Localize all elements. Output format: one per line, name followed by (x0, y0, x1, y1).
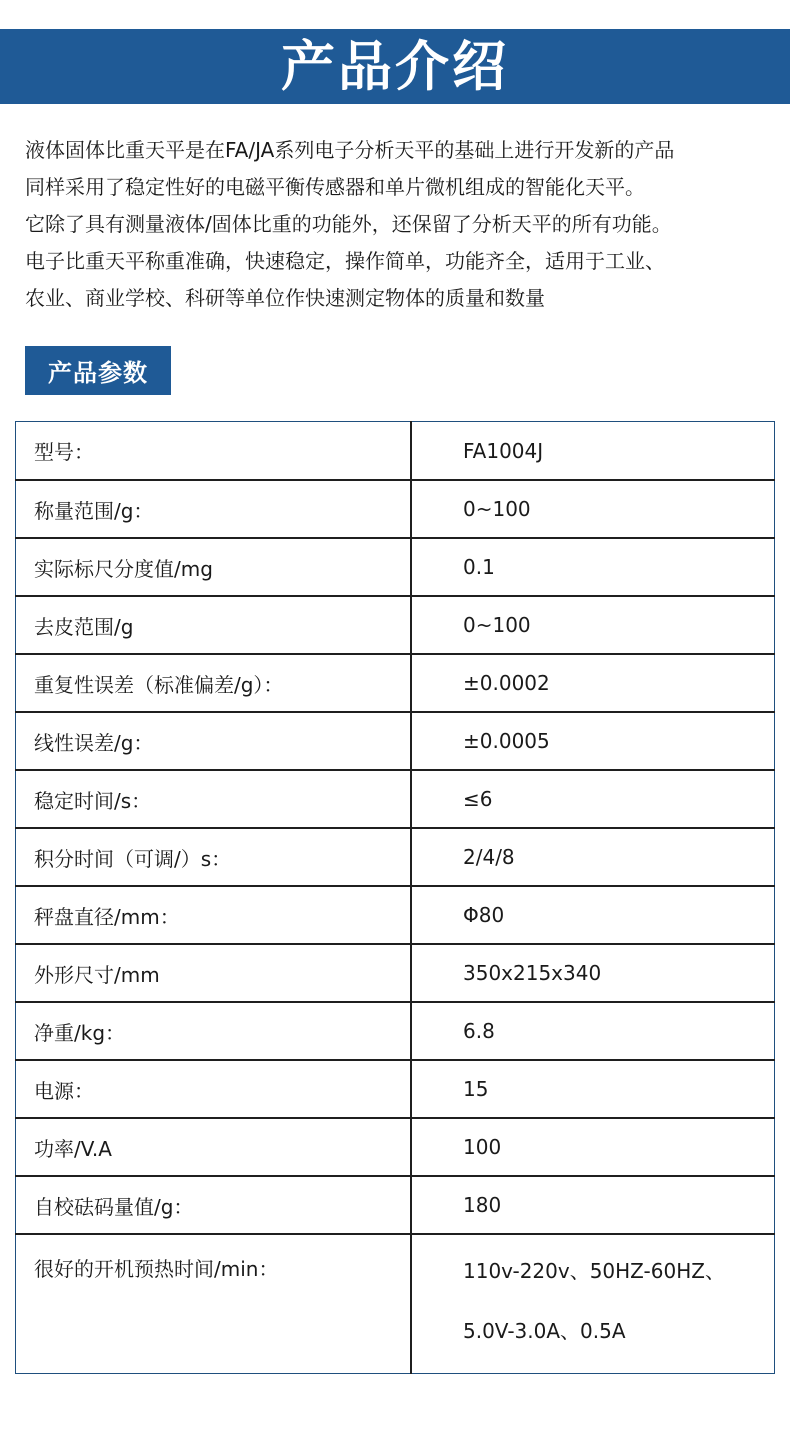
spec-label: 净重/kg： (16, 1002, 412, 1060)
spec-label: 很好的开机预热时间/min： (34, 1257, 279, 1281)
spec-value-line: 5.0V-3.0A、0.5A (463, 1319, 626, 1343)
spec-value: 0~100 (411, 596, 775, 654)
table-row (16, 770, 775, 828)
spec-value: ≤6 (411, 770, 775, 828)
spec-label: 去皮范围/g (16, 596, 412, 654)
table-row (16, 654, 775, 712)
spec-label: 电源： (16, 1060, 412, 1118)
title-banner (0, 29, 790, 104)
spec-value: ±0.0005 (411, 712, 775, 770)
intro-line: 它除了具有测量液体/固体比重的功能外，还保留了分析天平的所有功能。 (25, 212, 672, 236)
table-row (16, 1176, 775, 1234)
section-heading: 产品参数 (48, 359, 148, 387)
intro-line: 电子比重天平称重准确，快速稳定，操作简单，功能齐全，适用于工业、 (25, 249, 665, 273)
spec-value: 180 (411, 1176, 775, 1234)
table-row (16, 828, 775, 886)
table-row (16, 1234, 775, 1374)
table-row (16, 480, 775, 538)
spec-value: 15 (411, 1060, 775, 1118)
spec-label: 型号： (16, 422, 412, 481)
section-heading-tag (25, 346, 171, 395)
spec-label: 积分时间（可调/）s： (16, 828, 412, 886)
spec-label: 秤盘直径/mm： (16, 886, 412, 944)
spec-table (15, 421, 775, 1374)
spec-label: 稳定时间/s： (16, 770, 412, 828)
table-row (16, 886, 775, 944)
spec-value: 0.1 (411, 538, 775, 596)
table-row (16, 712, 775, 770)
spec-label: 功率/V.A (16, 1118, 412, 1176)
spec-label: 称量范围/g： (16, 480, 412, 538)
table-row (16, 422, 775, 481)
spec-value: ±0.0002 (411, 654, 775, 712)
spec-value: 2/4/8 (411, 828, 775, 886)
table-row (16, 1118, 775, 1176)
spec-value-line: 110v-220v、50HZ-60HZ、 (463, 1259, 725, 1283)
table-row (16, 538, 775, 596)
spec-value: 6.8 (411, 1002, 775, 1060)
spec-value: 100 (411, 1118, 775, 1176)
page-title: 产品介绍 (281, 34, 509, 98)
intro-line: 农业、商业学校、科研等单位作快速测定物体的质量和数量 (25, 286, 545, 310)
intro-line: 液体固体比重天平是在FA/JA系列电子分析天平的基础上进行开发新的产品 (25, 138, 675, 162)
spec-value-cell (411, 1234, 775, 1374)
table-row (16, 596, 775, 654)
intro-line: 同样采用了稳定性好的电磁平衡传感器和单片微机组成的智能化天平。 (25, 175, 645, 199)
table-row (16, 1002, 775, 1060)
table-row (16, 944, 775, 1002)
spec-value: 350x215x340 (411, 944, 775, 1002)
spec-label: 自校砝码量值/g： (16, 1176, 412, 1234)
spec-label: 重复性误差（标准偏差/g）： (16, 654, 412, 712)
spec-value: Φ80 (411, 886, 775, 944)
spec-value-block (463, 1235, 774, 1361)
spec-value: FA1004J (411, 422, 775, 481)
spec-label-cell (16, 1234, 412, 1374)
spec-label: 实际标尺分度值/mg (16, 538, 412, 596)
table-row (16, 1060, 775, 1118)
spec-label: 线性误差/g： (16, 712, 412, 770)
product-intro (25, 132, 780, 317)
spec-label: 外形尺寸/mm (16, 944, 412, 1002)
spec-value: 0~100 (411, 480, 775, 538)
